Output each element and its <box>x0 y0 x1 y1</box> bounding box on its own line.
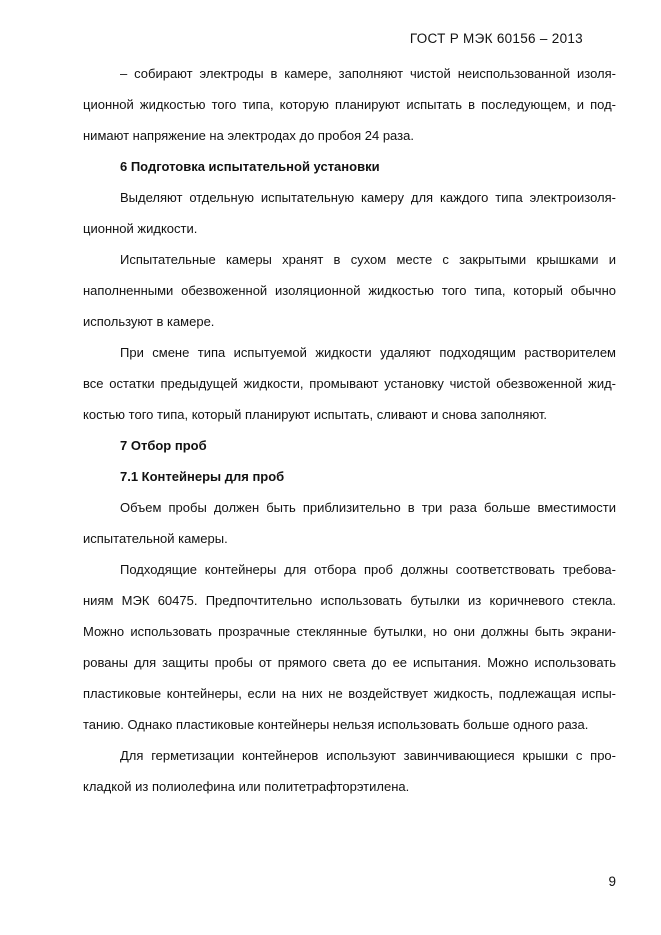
paragraph-line: испытательной камеры. <box>83 531 228 546</box>
paragraph-line: ционной жидкости. <box>83 221 198 236</box>
section-heading: 6 Подготовка испытательной установки <box>120 159 380 174</box>
paragraph-line: Испытательные камеры хранят в сухом месте с закрытыми крышками и <box>120 252 616 267</box>
paragraph-line: костью того типа, который планируют испытать, сливают и снова заполняют. <box>83 407 548 422</box>
paragraph-line: – собирают электроды в камере, заполняют чистой неиспользованной изоля- <box>120 66 616 81</box>
paragraph-line: кладкой из полиолефина или политетрафторэтилена. <box>83 779 410 794</box>
paragraph-line: танию. Однако пластиковые контейнеры нельзя использовать больше одного раза. <box>83 717 589 732</box>
paragraph-line: ционной жидкостью того типа, которую планируют испытать в последующем, и под- <box>83 97 616 112</box>
paragraph-line: рованы для защиты пробы от прямого света до ее испытания. Можно использовать <box>83 655 616 670</box>
paragraph-line: используют в камере. <box>83 314 215 329</box>
paragraph-line: ниям МЭК 60475. Предпочтительно использовать бутылки из коричневого стекла. <box>83 593 616 608</box>
page-header: ГОСТ Р МЭК 60156 – 2013 <box>409 31 583 46</box>
paragraph-line: нимают напряжение на электродах до пробоя 24 раза. <box>83 128 414 143</box>
section-heading: 7 Отбор проб <box>120 438 207 453</box>
paragraph-line: Выделяют отдельную испытательную камеру для каждого типа электроизоля- <box>120 190 616 205</box>
page-number: 9 <box>608 874 616 889</box>
paragraph-line: наполненными обезвоженной изоляционной жидкостью того типа, который обычно <box>83 283 616 298</box>
document-body <box>83 60 616 804</box>
subsection-heading: 7.1 Контейнеры для проб <box>120 469 285 484</box>
paragraph-line: все остатки предыдущей жидкости, промывают установку чистой обезвоженной жид- <box>83 376 616 391</box>
paragraph-line: пластиковые контейнеры, если на них не воздействует жидкость, подлежащая испы- <box>83 686 616 701</box>
paragraph-line: Объем пробы должен быть приблизительно в три раза больше вместимости <box>120 500 616 515</box>
paragraph-line: Для герметизации контейнеров используют завинчивающиеся крышки с про- <box>120 748 616 763</box>
paragraph-line: Можно использовать прозрачные стеклянные бутылки, но они должны быть экрани- <box>83 624 616 639</box>
paragraph-line: Подходящие контейнеры для отбора проб должны соответствовать требова- <box>120 562 616 577</box>
paragraph-line: При смене типа испытуемой жидкости удаляют подходящим растворителем <box>120 345 616 360</box>
